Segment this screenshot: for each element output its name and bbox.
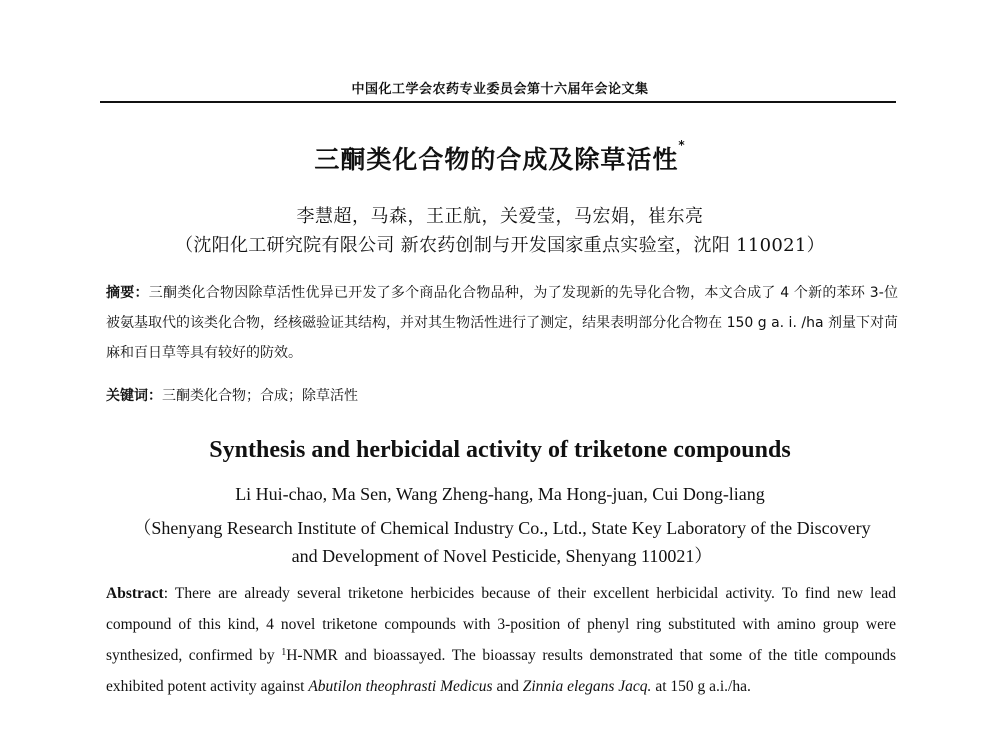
- abstract-english-part1: There are already several triketone herbicides because of their excellent herbicidal activity. To find new lead compound of this kind, 4 novel triketone compounds with 3-position of phenyl ring substituted with amino group were synthesized, confirmed by: [106, 585, 897, 664]
- keywords-chinese-text: 三酮类化合物；合成；除草活性: [162, 388, 358, 404]
- running-header: 中国化工学会农药专业委员会第十六届年会论文集: [351, 82, 649, 97]
- header-rule: [100, 101, 896, 103]
- abstract-english-part3: at 150 g a.i./ha.: [651, 678, 751, 695]
- abstract-english-and: and: [492, 678, 523, 695]
- nmr-superscript: 1: [281, 647, 287, 658]
- abstract-chinese: [106, 278, 898, 368]
- abstract-english-colon: :: [163, 585, 175, 602]
- title-english: Synthesis and herbicidal activity of triketone compounds: [209, 437, 791, 463]
- abstract-chinese-text: 三酮类化合物因除草活性优异已开发了多个商品化合物品种，为了发现新的先导化合物，本文合成了 4 个新的苯环 3-位被氨基取代的该类化合物，经核磁验证其结构，并对其生物活性进行了测定，结果表明部分化合物在 150 g a. i. /ha 剂量下对苘麻和百日草等具有较好的防效。: [106, 285, 899, 361]
- keywords-chinese-label: 关键词：: [106, 388, 162, 404]
- abstract-english-label: Abstract: [106, 585, 164, 602]
- species-zinnia: Zinnia elegans Jacq.: [522, 678, 652, 695]
- title-chinese: [0, 140, 1000, 176]
- abstract-chinese-label: 摘要：: [106, 285, 149, 301]
- title-footnote-mark: *: [678, 138, 686, 152]
- keywords-chinese: [106, 384, 898, 408]
- abstract-english-part2: H-NMR and bioassayed. The bioassay results demonstrated that some of the title compounds exhibited potent activity against: [106, 647, 897, 695]
- title-chinese-text: 三酮类化合物的合成及除草活性: [314, 145, 679, 174]
- affiliation-english: （Shenyang Research Institute of Chemical Industry Co., Ltd., State Key Laboratory of the Discovery and Development of Novel Pesticide, Shenyang 110021）: [133, 518, 871, 566]
- authors-chinese: 李慧超，马森，王正航，关爱莹，马宏娟，崔东亮: [296, 206, 704, 227]
- authors-english: Li Hui-chao, Ma Sen, Wang Zheng-hang, Ma Hong-juan, Cui Dong-liang: [235, 484, 765, 504]
- abstract-english: [106, 578, 896, 702]
- affiliation-chinese: （沈阳化工研究院有限公司 新农药创制与开发国家重点实验室，沈阳 110021）: [175, 235, 825, 256]
- species-abutilon: Abutilon theophrasti Medicus: [308, 678, 493, 695]
